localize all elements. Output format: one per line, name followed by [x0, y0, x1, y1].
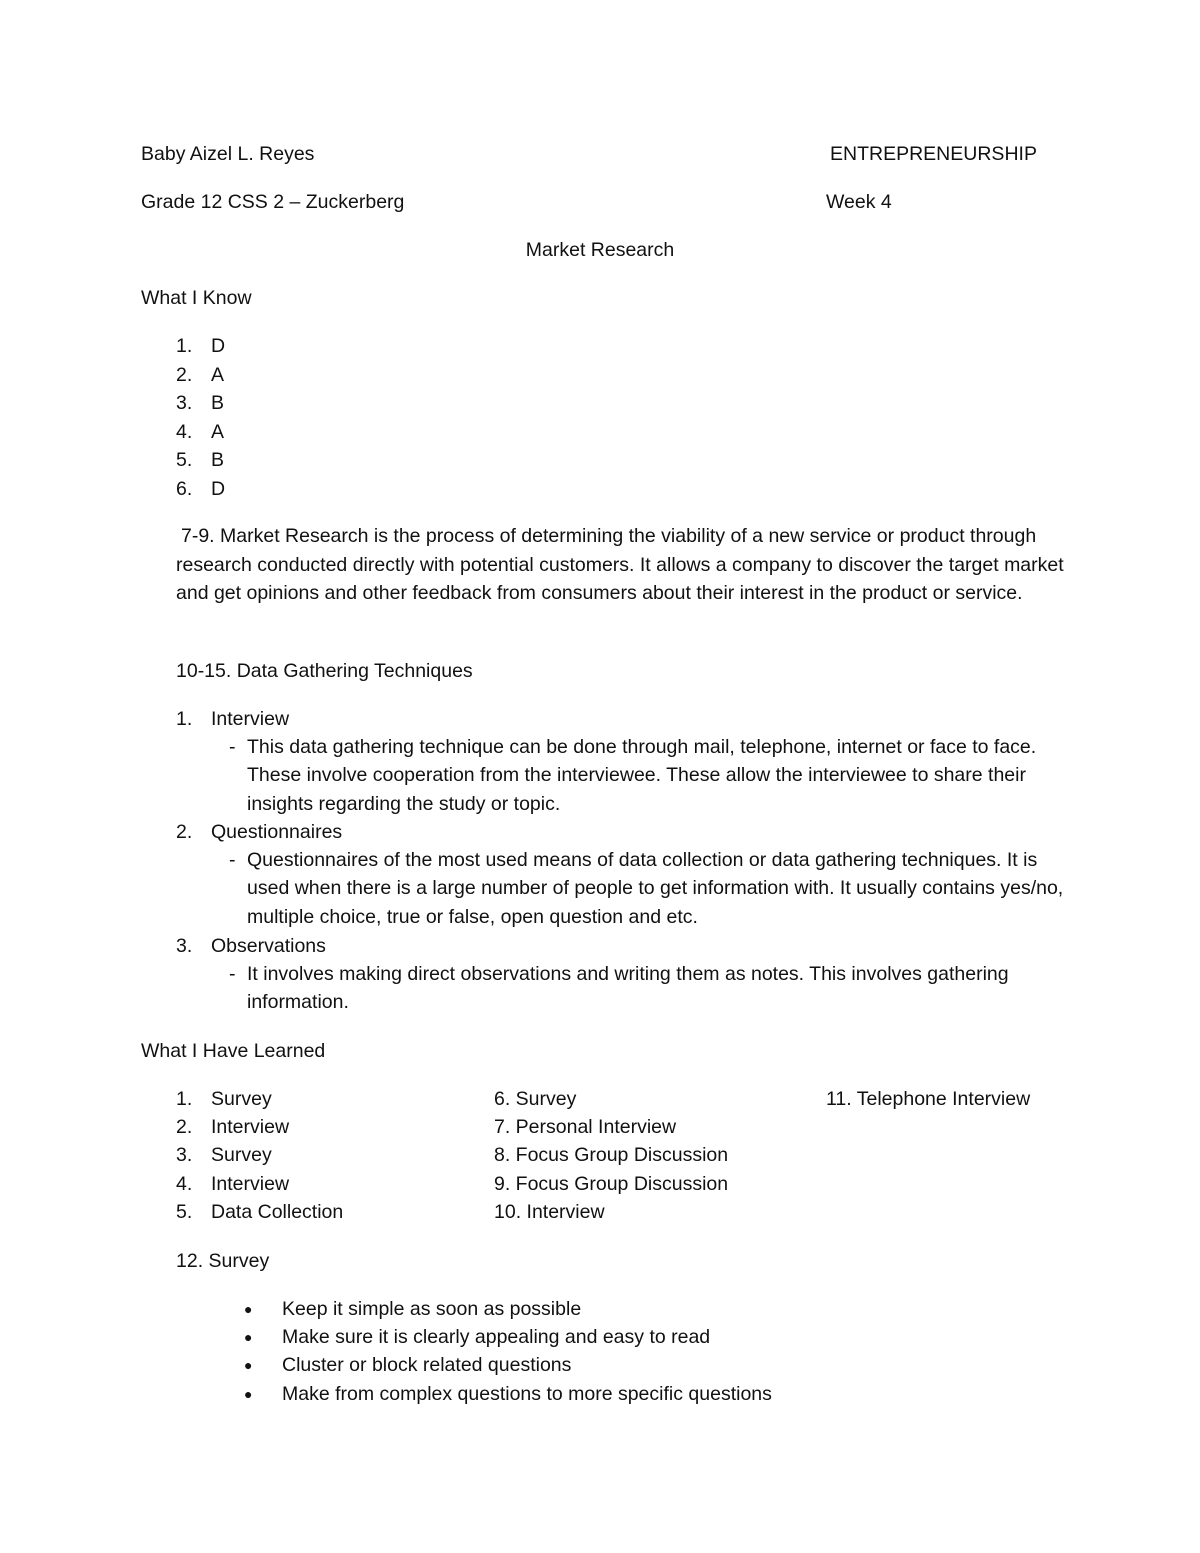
technique-name: Questionnaires — [211, 821, 343, 843]
survey-tip: Keep it simple as soon as possible — [282, 1298, 582, 1320]
technique-name: Interview — [211, 708, 290, 730]
answer-value: B — [211, 449, 225, 471]
technique-number: 2. — [176, 821, 193, 843]
subject-label: ENTREPRENEURSHIP — [830, 143, 1037, 165]
technique-name: Observations — [211, 935, 326, 957]
technique-description: Questionnaires of the most used means of data collection or data gathering techniques. It is used when there is a large number of people to get information with. It usually contains yes/no, multiple choice, true or false, open question and etc. — [247, 849, 1064, 928]
survey-heading: 12. Survey — [176, 1250, 270, 1272]
survey-tip: Cluster or block related questions — [282, 1354, 572, 1376]
survey-tip: Make sure it is clearly appealing and easy to read — [282, 1326, 711, 1348]
bullet-icon: ● — [244, 1301, 253, 1317]
dash-marker: - — [229, 963, 236, 985]
learned-number: 1. — [176, 1088, 193, 1110]
learned-number: 3. — [176, 1144, 193, 1166]
answer-value: D — [211, 478, 226, 500]
answer-number: 5. — [176, 449, 193, 471]
section-heading-what-i-have-learned: What I Have Learned — [141, 1040, 326, 1062]
answer-number: 3. — [176, 392, 193, 414]
bullet-icon: ● — [244, 1357, 253, 1373]
learned-answer: Data Collection — [211, 1201, 344, 1223]
bullet-icon: ● — [244, 1329, 253, 1345]
week-label: Week 4 — [826, 191, 892, 213]
survey-tip: Make from complex questions to more specific questions — [282, 1383, 772, 1405]
learned-number: 4. — [176, 1173, 193, 1195]
learned-answer: Survey — [211, 1088, 272, 1110]
answer-value: A — [211, 421, 225, 443]
section-heading-what-i-know: What I Know — [141, 287, 252, 309]
learned-answer: Interview — [211, 1116, 290, 1138]
techniques-heading: 10-15. Data Gathering Techniques — [176, 660, 473, 682]
dash-marker: - — [229, 736, 236, 758]
document-title: Market Research — [525, 239, 675, 261]
answer-value: D — [211, 335, 226, 357]
answer-number: 4. — [176, 421, 193, 443]
student-name: Baby Aizel L. Reyes — [141, 143, 315, 165]
technique-description: It involves making direct observations and writing them as notes. This involves gathering information. — [247, 963, 1009, 1014]
learned-item: 8. Focus Group Discussion — [494, 1144, 729, 1166]
learned-answer: Interview — [211, 1173, 290, 1195]
answer-value: B — [211, 392, 225, 414]
learned-item: 9. Focus Group Discussion — [494, 1173, 729, 1195]
dash-marker: - — [229, 849, 236, 871]
answer-number: 6. — [176, 478, 193, 500]
answer-number: 2. — [176, 364, 193, 386]
learned-number: 2. — [176, 1116, 193, 1138]
answer-value: A — [211, 364, 225, 386]
bullet-icon: ● — [244, 1386, 253, 1402]
learned-item: 10. Interview — [494, 1201, 605, 1223]
market-research-paragraph: 7-9. Market Research is the process of determining the viability of a new service or product through research conducted directly with potential customers. It allows a company to discover the target market and get opinions and other feedback from consumers about their interest in the product or service. — [176, 525, 1064, 605]
technique-number: 1. — [176, 708, 193, 730]
learned-item: 11. Telephone Interview — [826, 1088, 1031, 1110]
grade-section: Grade 12 CSS 2 – Zuckerberg — [141, 191, 405, 213]
learned-answer: Survey — [211, 1144, 272, 1166]
learned-item: 6. Survey — [494, 1088, 577, 1110]
answer-number: 1. — [176, 335, 193, 357]
learned-item: 7. Personal Interview — [494, 1116, 677, 1138]
technique-description: This data gathering technique can be done through mail, telephone, internet or face to face. These involve cooperation from the interviewee. These allow the interviewee to share their insights regarding the study or topic. — [247, 736, 1037, 815]
technique-number: 3. — [176, 935, 193, 957]
learned-number: 5. — [176, 1201, 193, 1223]
